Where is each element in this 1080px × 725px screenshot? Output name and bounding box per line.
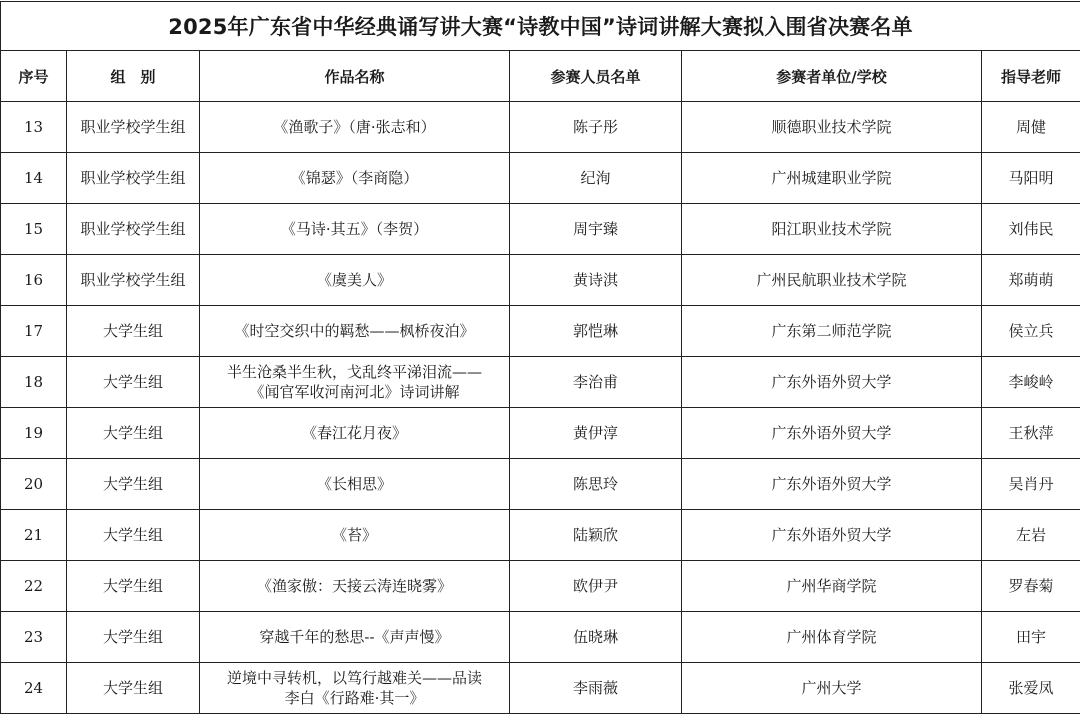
cell-teacher: 张爱凤 bbox=[982, 663, 1080, 714]
cell-participant: 李雨薇 bbox=[510, 663, 682, 714]
table-row bbox=[1, 102, 1080, 153]
work-title-line: 《闻官军收河南河北》诗词讲解 bbox=[249, 383, 460, 401]
cell-participant: 黄诗淇 bbox=[510, 255, 682, 306]
cell-work-title bbox=[200, 408, 510, 459]
cell-number: 20 bbox=[1, 459, 67, 510]
cell-group: 大学生组 bbox=[67, 561, 200, 612]
cell-participant: 纪洵 bbox=[510, 153, 682, 204]
cell-number: 23 bbox=[1, 612, 67, 663]
cell-work-title bbox=[200, 102, 510, 153]
cell-teacher: 吴肖丹 bbox=[982, 459, 1080, 510]
cell-school: 阳江职业技术学院 bbox=[682, 204, 982, 255]
cell-work-title bbox=[200, 459, 510, 510]
cell-participant: 陈思玲 bbox=[510, 459, 682, 510]
cell-school: 广州体育学院 bbox=[682, 612, 982, 663]
cell-school: 广东外语外贸大学 bbox=[682, 459, 982, 510]
cell-group: 大学生组 bbox=[67, 612, 200, 663]
cell-work-title bbox=[200, 357, 510, 408]
table-row bbox=[1, 459, 1080, 510]
cell-school: 广州城建职业学院 bbox=[682, 153, 982, 204]
work-title-line: 《锦瑟》（李商隐） bbox=[290, 169, 419, 187]
cell-number: 22 bbox=[1, 561, 67, 612]
cell-teacher: 李峻岭 bbox=[982, 357, 1080, 408]
cell-work-title bbox=[200, 204, 510, 255]
cell-school: 广东外语外贸大学 bbox=[682, 357, 982, 408]
header-teacher: 指导老师 bbox=[982, 51, 1080, 102]
work-title-line: 《时空交织中的羁愁——枫桥夜泊》 bbox=[234, 322, 475, 340]
work-title-line: 半生沧桑半生秋，戈乱终平涕泪流—— bbox=[226, 363, 482, 381]
table-row bbox=[1, 663, 1080, 714]
work-title-line: 《春江花月夜》 bbox=[301, 424, 407, 442]
cell-number: 17 bbox=[1, 306, 67, 357]
cell-number: 15 bbox=[1, 204, 67, 255]
cell-number: 14 bbox=[1, 153, 67, 204]
title-row bbox=[1, 2, 1080, 51]
cell-teacher: 侯立兵 bbox=[982, 306, 1080, 357]
work-title-line: 《马诗·其五》（李贺） bbox=[280, 220, 429, 238]
cell-participant: 李治甫 bbox=[510, 357, 682, 408]
cell-participant: 欧伊尹 bbox=[510, 561, 682, 612]
cell-school: 顺德职业技术学院 bbox=[682, 102, 982, 153]
table-row bbox=[1, 510, 1080, 561]
cell-number: 13 bbox=[1, 102, 67, 153]
cell-group: 职业学校学生组 bbox=[67, 102, 200, 153]
cell-group: 职业学校学生组 bbox=[67, 153, 200, 204]
cell-group: 大学生组 bbox=[67, 408, 200, 459]
cell-work-title bbox=[200, 612, 510, 663]
work-title-line: 《苔》 bbox=[331, 526, 377, 544]
cell-number: 21 bbox=[1, 510, 67, 561]
cell-number: 16 bbox=[1, 255, 67, 306]
cell-participant: 黄伊淳 bbox=[510, 408, 682, 459]
header-school: 参赛者单位/学校 bbox=[682, 51, 982, 102]
header-group: 组 别 bbox=[67, 51, 200, 102]
work-title-line: 穿越千年的愁思--《声声慢》 bbox=[259, 628, 450, 646]
cell-group: 大学生组 bbox=[67, 663, 200, 714]
cell-number: 19 bbox=[1, 408, 67, 459]
cell-school: 广东第二师范学院 bbox=[682, 306, 982, 357]
table-row bbox=[1, 357, 1080, 408]
cell-group: 职业学校学生组 bbox=[67, 255, 200, 306]
finalist-table bbox=[0, 1, 1080, 714]
cell-teacher: 罗春菊 bbox=[982, 561, 1080, 612]
work-title-line: 李白《行路难·其一》 bbox=[284, 689, 425, 707]
cell-participant: 周宇臻 bbox=[510, 204, 682, 255]
table-row bbox=[1, 153, 1080, 204]
cell-group: 大学生组 bbox=[67, 510, 200, 561]
cell-work-title bbox=[200, 510, 510, 561]
cell-work-title bbox=[200, 663, 510, 714]
header-participant: 参赛人员名单 bbox=[510, 51, 682, 102]
cell-teacher: 王秋萍 bbox=[982, 408, 1080, 459]
cell-work-title bbox=[200, 306, 510, 357]
header-number: 序号 bbox=[1, 51, 67, 102]
cell-work-title bbox=[200, 255, 510, 306]
cell-work-title bbox=[200, 153, 510, 204]
cell-group: 大学生组 bbox=[67, 306, 200, 357]
cell-school: 广东外语外贸大学 bbox=[682, 510, 982, 561]
cell-teacher: 刘伟民 bbox=[982, 204, 1080, 255]
cell-teacher: 田宇 bbox=[982, 612, 1080, 663]
cell-teacher: 周健 bbox=[982, 102, 1080, 153]
cell-teacher: 郑萌萌 bbox=[982, 255, 1080, 306]
table-row bbox=[1, 306, 1080, 357]
header-work-title: 作品名称 bbox=[200, 51, 510, 102]
work-title-line: 《渔家傲：天接云涛连晓雾》 bbox=[256, 577, 452, 595]
cell-teacher: 马阳明 bbox=[982, 153, 1080, 204]
cell-school: 广州华商学院 bbox=[682, 561, 982, 612]
work-title-line: 《虞美人》 bbox=[316, 271, 392, 289]
header-row bbox=[1, 51, 1080, 102]
table-row bbox=[1, 408, 1080, 459]
cell-participant: 郭恺琳 bbox=[510, 306, 682, 357]
cell-number: 18 bbox=[1, 357, 67, 408]
cell-group: 大学生组 bbox=[67, 459, 200, 510]
cell-teacher: 左岩 bbox=[982, 510, 1080, 561]
cell-participant: 伍晓琳 bbox=[510, 612, 682, 663]
cell-number: 24 bbox=[1, 663, 67, 714]
document-title: 2025年广东省中华经典诵写讲大赛“诗教中国”诗词讲解大赛拟入围省决赛名单 bbox=[1, 2, 1080, 51]
table-row bbox=[1, 255, 1080, 306]
cell-group: 大学生组 bbox=[67, 357, 200, 408]
cell-school: 广州民航职业技术学院 bbox=[682, 255, 982, 306]
cell-participant: 陈子彤 bbox=[510, 102, 682, 153]
table-row bbox=[1, 204, 1080, 255]
table-row bbox=[1, 612, 1080, 663]
cell-participant: 陆颖欣 bbox=[510, 510, 682, 561]
work-title-line: 逆境中寻转机，以笃行越难关——品读 bbox=[226, 669, 482, 687]
work-title-line: 《长相思》 bbox=[316, 475, 392, 493]
cell-work-title bbox=[200, 561, 510, 612]
cell-school: 广东外语外贸大学 bbox=[682, 408, 982, 459]
cell-school: 广州大学 bbox=[682, 663, 982, 714]
work-title-line: 《渔歌子》（唐·张志和） bbox=[273, 118, 436, 136]
table-row bbox=[1, 561, 1080, 612]
cell-group: 职业学校学生组 bbox=[67, 204, 200, 255]
